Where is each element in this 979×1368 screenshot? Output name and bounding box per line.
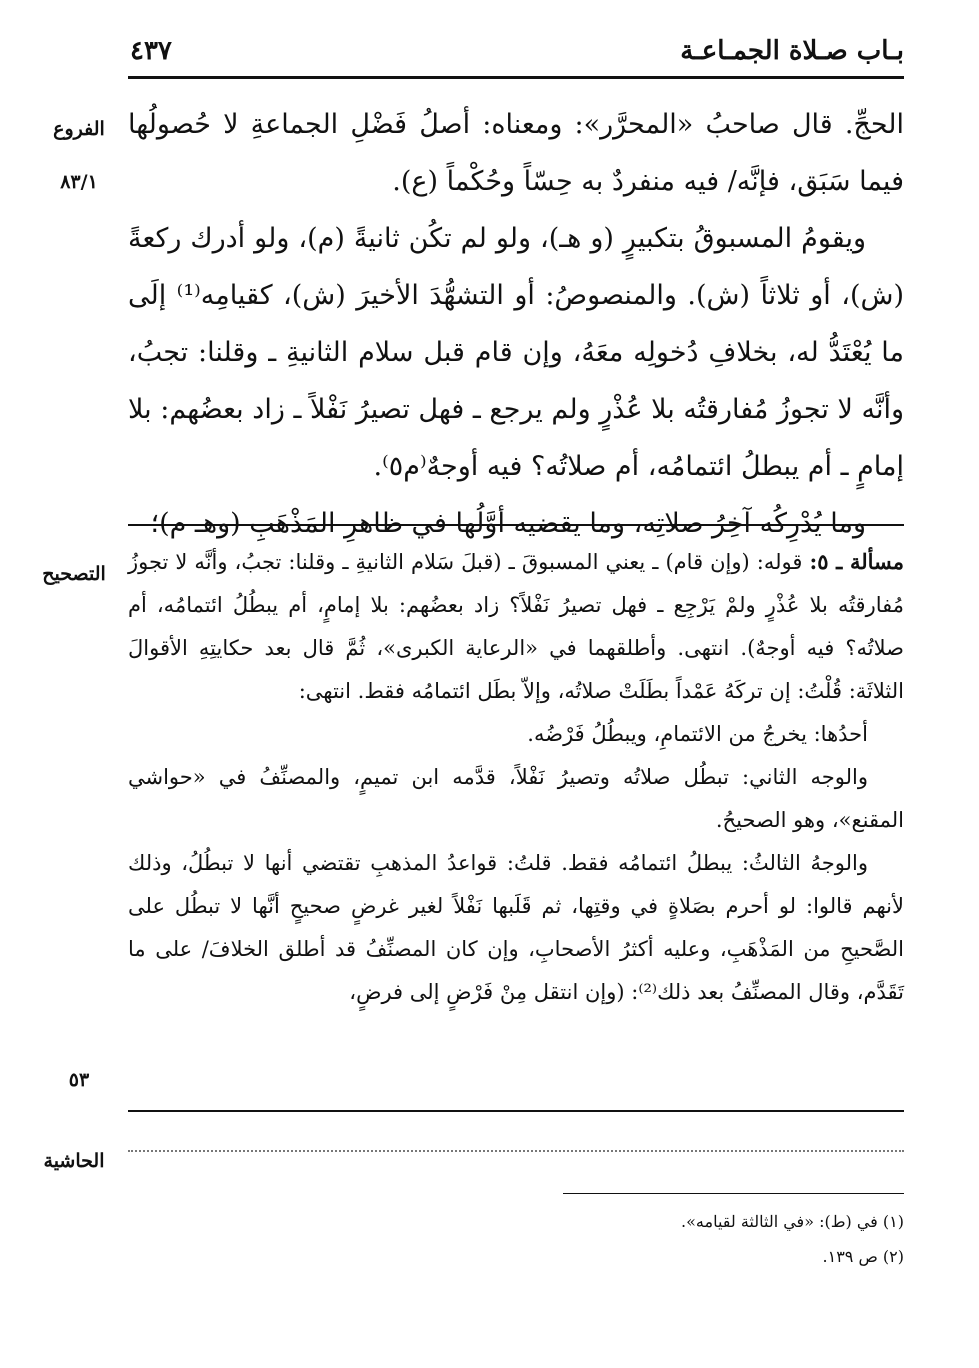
footnote-1: (١) في (ط): «في الثالثة لقيامه».	[681, 1212, 904, 1231]
footnote-rule	[563, 1193, 904, 1194]
main-paragraph-3: وما يُدْرِكُه آخِرُ صلاتِه، وما يقضيه أوَّلُها في ظاهرِ المَذْهَبِ (وهـ م)؛	[150, 508, 866, 539]
correction-paragraph-1-text: قوله: (وإن قام) ـ يعني المسبوقَ ـ (قبلَ سَلام الثانيةِ ـ وقلنا: تجبُ، وأنَّه لا تجوزُ مُفارقتُه بلا عُذْرٍ ولمْ يَرْجِع ـ فهل تصيرُ نَفْلاً؟ زاد بعضُهم: بلا إمامٍ، أم يبطُلُ ائتمامُه، أم صلاتُه؟ فيه أوجهٌ). انتهى. وأطلقهما في «الرعاية الكبرى»، ثُمَّ قال بعد حكايتِهِ الأقوالَ الثلاثَة: قُلْتُ: إن تركَهُ عَمْداً بطَلَتْ صلاتُه، وإلاّ بطَل ائتمامُه فقط. انتهى:	[128, 550, 904, 703]
main-text	[128, 96, 904, 552]
margin-label-hashiya: الحاشية	[43, 1150, 105, 1172]
chapter-title: بـاب صـلاة الجمـاعـة	[680, 36, 904, 66]
correction-paragraph-1	[128, 540, 904, 713]
correction-paragraph-2: أحدُها: يخرجُ من الائتمامِ، ويبطُلُ فَرْضُه.	[527, 722, 868, 746]
margin-label-furu: الفروع	[53, 118, 105, 140]
margin-ref-tashih: ٥٣	[68, 1069, 90, 1091]
correction-paragraph-4: والوجهُ الثالثُ: يبطلُ ائتمامُه فقط. قلتُ: قواعدُ المذهبِ تقتضي أنها لا تبطُلُ، وذلك لأنهم قالوا: لو أحرم بصَلاةٍ في وقتِها، ثم قَلَبها نَفْلاً لغير غرضٍ صحيحٍ أنَّها لا تبطُل على الصَّحيحِ من المَذْهَبِ، وعليه أكثرُ الأصحابِ، وإن كان المصنِّفُ قد أطلق الخلافَ/ على ما تَقَدَّم، وقال المصنِّفُ بعد ذلك⁽²⁾: (وإن انتقل مِنْ فَرْضٍ إلى فرضٍ،	[128, 851, 904, 1004]
running-header	[128, 30, 904, 76]
correction-text	[128, 540, 904, 1014]
footnote-2: (٢) ص ١٣٩.	[822, 1247, 904, 1266]
correction-paragraph-3: والوجه الثاني: تبطُل صلاتُه وتصيرُ نَفْلاً، قدَّمه ابن تميمٍ، والمصنِّفُ في «حواشي المقنع»، وهو الصحيحُ.	[128, 765, 904, 832]
main-paragraph-2: ويقومُ المسبوقُ بتكبيرٍ (و هـ)، ولو لم تكُن ثانيةً (م)، ولو أدرك ركعةً (ش)، أو ثلاثاً (ش). والمنصوصُ: أو التشهُّدَ الأخيرَ (ش)، كقيامِه⁽¹⁾ إلَى ما يُعْتَدُّ له، بخلافِ دُخولِه معَهُ، وإن قام قبل سلام الثانيةِ ـ وقلنا: تجبُ، وأنَّه لا تجوزُ مُفارقتُه بلا عُذْرٍ ولم يرجع ـ فهل تصيرُ نَفْلاً ـ زاد بعضُهم: بلا إمامٍ ـ أم يبطلُ ائتمامُه، أم صلاتُه؟ فيه أوجهٌ⁽م٥⁾.	[128, 223, 904, 482]
margin-ref-furu: ٨٣/١	[60, 171, 98, 193]
header-rule	[128, 76, 904, 79]
issue-heading: مسألة ـ ٥:	[809, 549, 905, 574]
hashiya-dotted-line	[128, 1150, 904, 1152]
section-rule-2	[128, 1110, 904, 1112]
main-paragraph-1: الحجِّ. قال صاحبُ «المحرَّر»: ومعناه: أصلُ فَضْلِ الجماعةِ لا حُصولُها فيما سَبَق، فإنَّه/ فيه منفردٌ به حِسّاً وحُكْماً (ع).	[128, 109, 904, 197]
page-number: ٤٣٧	[130, 36, 172, 66]
section-rule	[128, 524, 904, 526]
margin-label-tashih: التصحيح	[42, 563, 106, 585]
